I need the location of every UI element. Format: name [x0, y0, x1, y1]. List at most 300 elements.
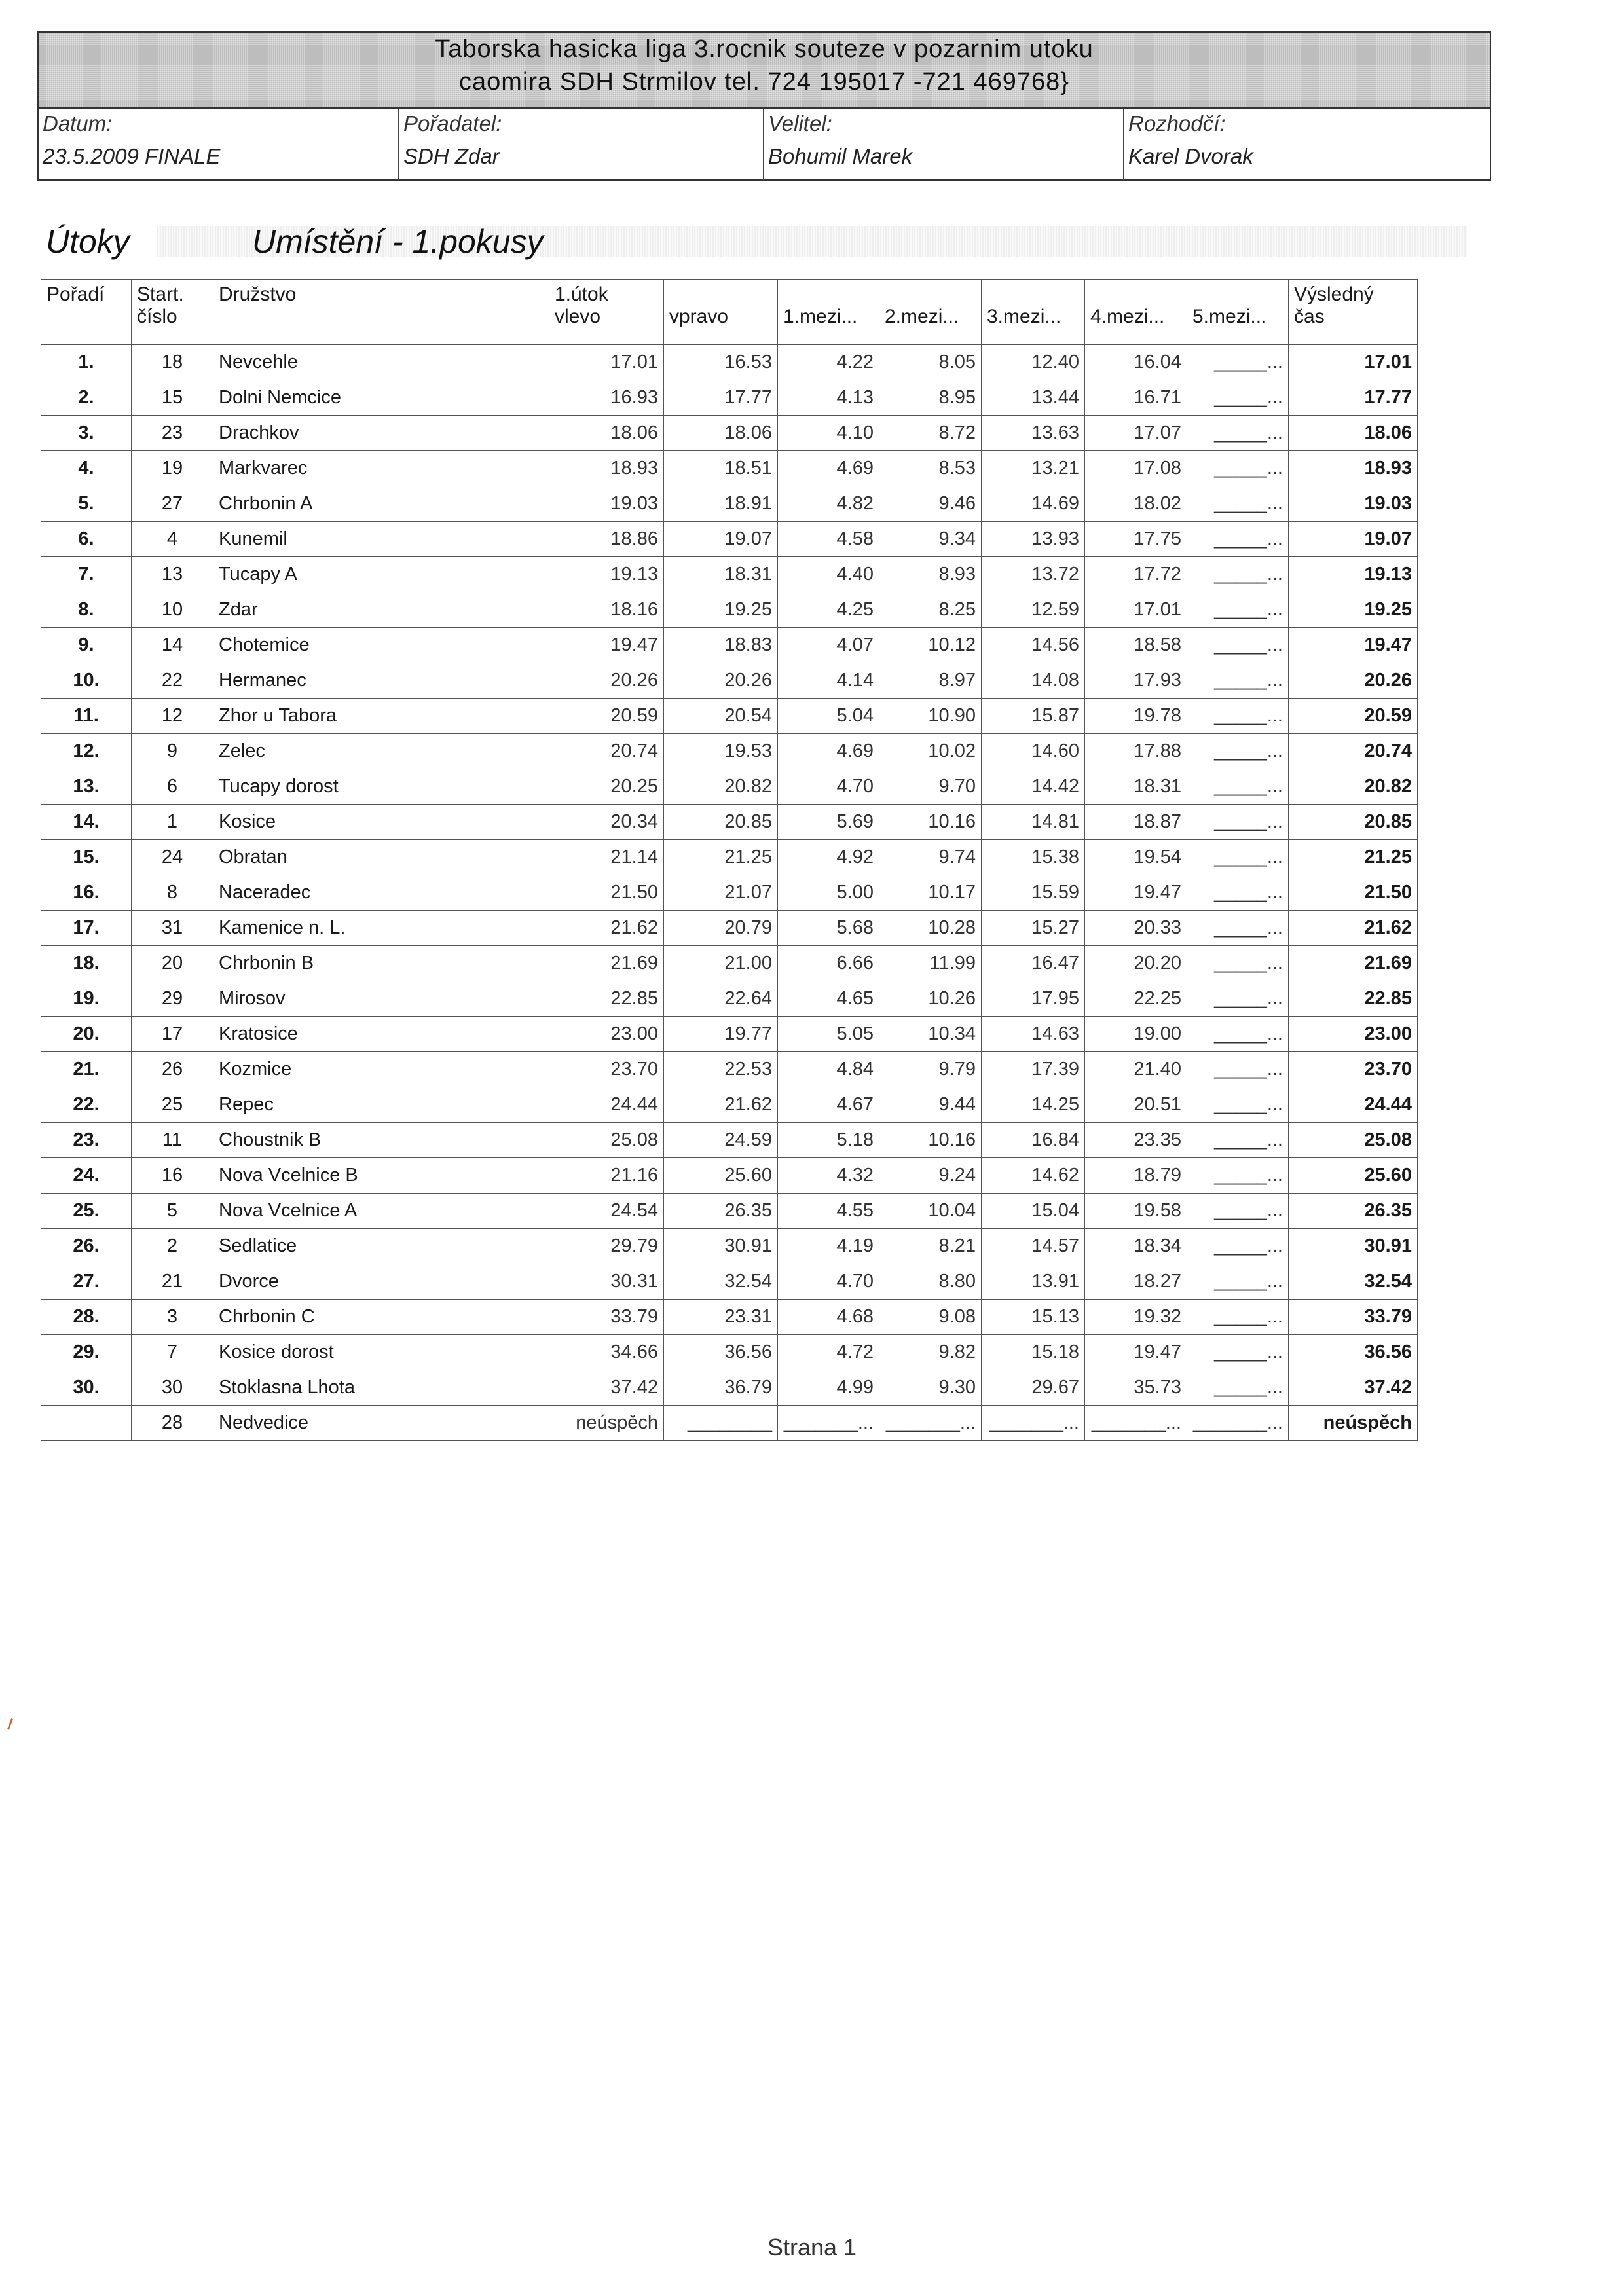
- team-name-cell: Zdar: [213, 592, 549, 628]
- split4-time-cell: 18.87: [1085, 805, 1187, 840]
- split3-time-cell: 13.72: [982, 557, 1085, 592]
- left-attack-time-cell: 18.86: [549, 522, 664, 557]
- split5-time-cell: _____...: [1187, 840, 1289, 875]
- team-name-cell: Tucapy A: [213, 557, 549, 592]
- left-attack-time-cell: 21.69: [549, 946, 664, 981]
- rank-cell: 12.: [41, 734, 132, 769]
- final-time-cell: 19.07: [1289, 522, 1418, 557]
- team-name-cell: Sedlatice: [213, 1229, 549, 1264]
- section-title-utoky: Útoky: [46, 223, 130, 260]
- start-number-cell: 20: [132, 946, 213, 981]
- table-row: [41, 805, 1418, 840]
- left-attack-time-cell: 18.93: [549, 451, 664, 486]
- table-row: [41, 628, 1418, 663]
- final-time-cell: 36.56: [1289, 1335, 1418, 1370]
- split1-time-cell: 4.32: [778, 1158, 879, 1194]
- split3-time-cell: 14.81: [982, 805, 1085, 840]
- start-number-cell: 18: [132, 345, 213, 380]
- left-attack-time-cell: 20.34: [549, 805, 664, 840]
- left-attack-time-cell: 23.00: [549, 1017, 664, 1052]
- split1-time-cell: 4.67: [778, 1087, 879, 1123]
- split2-time-cell: 9.70: [879, 769, 982, 805]
- poradatel-value: SDH Zdar: [403, 144, 500, 168]
- split2-time-cell: 9.44: [879, 1087, 982, 1123]
- split5-time-cell: _____...: [1187, 1052, 1289, 1087]
- split1-time-cell: 4.14: [778, 663, 879, 699]
- right-attack-time-cell: 36.56: [664, 1335, 778, 1370]
- table-row: [41, 1194, 1418, 1229]
- rank-cell: 3.: [41, 416, 132, 451]
- table-row: [41, 1052, 1418, 1087]
- split3-time-cell: 16.47: [982, 946, 1085, 981]
- rank-cell: 2.: [41, 380, 132, 416]
- datum-cell: [39, 109, 398, 181]
- team-name-cell: Kosice: [213, 805, 549, 840]
- table-row: [41, 699, 1418, 734]
- split3-time-cell: 15.38: [982, 840, 1085, 875]
- velitel-cell: [763, 109, 1123, 181]
- right-attack-time-cell: 23.31: [664, 1300, 778, 1335]
- rank-cell: 11.: [41, 699, 132, 734]
- split3-time-cell: 13.21: [982, 451, 1085, 486]
- final-time-cell: 18.06: [1289, 416, 1418, 451]
- start-number-cell: 12: [132, 699, 213, 734]
- split4-time-cell: 19.47: [1085, 875, 1187, 911]
- final-time-cell: 32.54: [1289, 1264, 1418, 1300]
- split2-time-cell: 10.17: [879, 875, 982, 911]
- split4-time-cell: 18.31: [1085, 769, 1187, 805]
- table-row: [41, 1123, 1418, 1158]
- rank-cell: 28.: [41, 1300, 132, 1335]
- split4-time-cell: 17.72: [1085, 557, 1187, 592]
- rank-cell: 14.: [41, 805, 132, 840]
- split5-time-cell: _____...: [1187, 734, 1289, 769]
- split4-time-cell: 21.40: [1085, 1052, 1187, 1087]
- results-body: [41, 345, 1418, 1441]
- header-vysledny-cas: Výsledný čas: [1289, 280, 1418, 345]
- split5-time-cell: _____...: [1187, 416, 1289, 451]
- rank-cell: 7.: [41, 557, 132, 592]
- start-number-cell: 21: [132, 1264, 213, 1300]
- start-number-cell: 14: [132, 628, 213, 663]
- team-name-cell: Nova Vcelnice B: [213, 1158, 549, 1194]
- split2-time-cell: 9.46: [879, 486, 982, 522]
- rank-cell: 21.: [41, 1052, 132, 1087]
- split1-time-cell: 5.00: [778, 875, 879, 911]
- split1-time-cell: 4.10: [778, 416, 879, 451]
- right-attack-time-cell: 18.51: [664, 451, 778, 486]
- split5-time-cell: _____...: [1187, 1158, 1289, 1194]
- split1-time-cell: 4.19: [778, 1229, 879, 1264]
- split2-time-cell: 8.80: [879, 1264, 982, 1300]
- rank-cell: 8.: [41, 592, 132, 628]
- right-attack-time-cell: 18.91: [664, 486, 778, 522]
- left-attack-time-cell: 22.85: [549, 981, 664, 1017]
- header-utok-vlevo: 1.útok vlevo: [549, 280, 664, 345]
- split3-time-cell: 15.27: [982, 911, 1085, 946]
- start-number-cell: 23: [132, 416, 213, 451]
- split3-time-cell: 17.39: [982, 1052, 1085, 1087]
- split5-time-cell: _____...: [1187, 486, 1289, 522]
- split5-time-cell: _____...: [1187, 805, 1289, 840]
- split5-time-cell: _____...: [1187, 345, 1289, 380]
- start-number-cell: 8: [132, 875, 213, 911]
- split2-time-cell: 10.02: [879, 734, 982, 769]
- split2-time-cell: 8.93: [879, 557, 982, 592]
- page-number: Strana 1: [767, 2234, 857, 2261]
- final-time-cell: 21.69: [1289, 946, 1418, 981]
- team-name-cell: Obratan: [213, 840, 549, 875]
- split4-time-cell: 16.71: [1085, 380, 1187, 416]
- rank-cell: 22.: [41, 1087, 132, 1123]
- split2-time-cell: 8.97: [879, 663, 982, 699]
- split4-time-cell: 35.73: [1085, 1370, 1187, 1406]
- split5-time-cell: _____...: [1187, 699, 1289, 734]
- split4-time-cell: 18.58: [1085, 628, 1187, 663]
- split2-time-cell: 9.24: [879, 1158, 982, 1194]
- split2-time-cell: 10.04: [879, 1194, 982, 1229]
- split3-time-cell: 15.04: [982, 1194, 1085, 1229]
- split1-time-cell: 5.68: [778, 911, 879, 946]
- start-number-cell: 30: [132, 1370, 213, 1406]
- left-attack-time-cell: 16.93: [549, 380, 664, 416]
- right-attack-time-cell: 19.53: [664, 734, 778, 769]
- rank-cell: 15.: [41, 840, 132, 875]
- rank-cell: 29.: [41, 1335, 132, 1370]
- split3-time-cell: 17.95: [982, 981, 1085, 1017]
- rozhodci-cell: [1123, 109, 1490, 181]
- split5-time-cell: _____...: [1187, 557, 1289, 592]
- team-name-cell: Zelec: [213, 734, 549, 769]
- split4-time-cell: 23.35: [1085, 1123, 1187, 1158]
- team-name-cell: Stoklasna Lhota: [213, 1370, 549, 1406]
- split2-time-cell: 9.08: [879, 1300, 982, 1335]
- velitel-value: Bohumil Marek: [768, 144, 913, 168]
- split4-time-cell: 17.75: [1085, 522, 1187, 557]
- rank-cell: 13.: [41, 769, 132, 805]
- table-row: [41, 981, 1418, 1017]
- split1-time-cell: 4.55: [778, 1194, 879, 1229]
- final-time-cell: 19.25: [1289, 592, 1418, 628]
- split1-time-cell: 5.05: [778, 1017, 879, 1052]
- split3-time-cell: 15.59: [982, 875, 1085, 911]
- table-row: [41, 734, 1418, 769]
- split2-time-cell: 8.05: [879, 345, 982, 380]
- rank-cell: 24.: [41, 1158, 132, 1194]
- header-mezi1: 1.mezi...: [778, 280, 879, 345]
- split5-time-cell: _____...: [1187, 1087, 1289, 1123]
- rank-cell: 9.: [41, 628, 132, 663]
- velitel-label: Velitel:: [768, 111, 832, 136]
- right-attack-time-cell: 18.06: [664, 416, 778, 451]
- table-row: [41, 451, 1418, 486]
- final-time-cell: 20.85: [1289, 805, 1418, 840]
- split5-time-cell: _____...: [1187, 1229, 1289, 1264]
- left-attack-time-cell: 20.26: [549, 663, 664, 699]
- split5-time-cell: _____...: [1187, 981, 1289, 1017]
- right-attack-time-cell: 21.62: [664, 1087, 778, 1123]
- final-time-cell: 21.50: [1289, 875, 1418, 911]
- split1-time-cell: 4.84: [778, 1052, 879, 1087]
- split4-time-cell: 19.00: [1085, 1017, 1187, 1052]
- split5-time-cell: _____...: [1187, 451, 1289, 486]
- rank-cell: 20.: [41, 1017, 132, 1052]
- left-attack-time-cell: 19.47: [549, 628, 664, 663]
- start-number-cell: 3: [132, 1300, 213, 1335]
- rank-cell: 19.: [41, 981, 132, 1017]
- split3-time-cell: 13.91: [982, 1264, 1085, 1300]
- final-time-cell: 23.00: [1289, 1017, 1418, 1052]
- rank-cell: 1.: [41, 345, 132, 380]
- split2-time-cell: 10.16: [879, 805, 982, 840]
- split1-time-cell: 4.99: [778, 1370, 879, 1406]
- final-time-cell: 19.13: [1289, 557, 1418, 592]
- split1-time-cell: 4.25: [778, 592, 879, 628]
- results-table: [41, 279, 1418, 1441]
- rank-cell: 6.: [41, 522, 132, 557]
- header-mezi4: 4.mezi...: [1085, 280, 1187, 345]
- table-row: [41, 1370, 1418, 1406]
- split4-time-cell: 17.93: [1085, 663, 1187, 699]
- left-attack-time-cell: 25.08: [549, 1123, 664, 1158]
- start-number-cell: 29: [132, 981, 213, 1017]
- left-attack-time-cell: 20.59: [549, 699, 664, 734]
- split3-time-cell: 14.63: [982, 1017, 1085, 1052]
- final-time-cell: 17.01: [1289, 345, 1418, 380]
- rank-cell: 16.: [41, 875, 132, 911]
- final-time-cell: 25.08: [1289, 1123, 1418, 1158]
- right-attack-time-cell: 20.82: [664, 769, 778, 805]
- split2-time-cell: 10.26: [879, 981, 982, 1017]
- split2-time-cell: _______...: [879, 1406, 982, 1441]
- rank-cell: 27.: [41, 1264, 132, 1300]
- start-number-cell: 19: [132, 451, 213, 486]
- split4-time-cell: 19.54: [1085, 840, 1187, 875]
- header-druzstvo: Družstvo: [213, 280, 549, 345]
- right-attack-time-cell: 26.35: [664, 1194, 778, 1229]
- split2-time-cell: 10.90: [879, 699, 982, 734]
- right-attack-time-cell: 22.64: [664, 981, 778, 1017]
- left-attack-time-cell: 19.03: [549, 486, 664, 522]
- split2-time-cell: 9.74: [879, 840, 982, 875]
- table-row: [41, 416, 1418, 451]
- split2-time-cell: 9.79: [879, 1052, 982, 1087]
- table-row: [41, 1300, 1418, 1335]
- table-row: [41, 946, 1418, 981]
- team-name-cell: Chrbonin C: [213, 1300, 549, 1335]
- start-number-cell: 27: [132, 486, 213, 522]
- right-attack-time-cell: 19.77: [664, 1017, 778, 1052]
- margin-pen-mark: [7, 1718, 17, 1731]
- split3-time-cell: 14.08: [982, 663, 1085, 699]
- left-attack-time-cell: 23.70: [549, 1052, 664, 1087]
- table-row: [41, 486, 1418, 522]
- split4-time-cell: 17.88: [1085, 734, 1187, 769]
- team-name-cell: Nedvedice: [213, 1406, 549, 1441]
- split3-time-cell: 14.25: [982, 1087, 1085, 1123]
- left-attack-time-cell: 30.31: [549, 1264, 664, 1300]
- final-time-cell: neúspěch: [1289, 1406, 1418, 1441]
- split1-time-cell: 4.58: [778, 522, 879, 557]
- start-number-cell: 2: [132, 1229, 213, 1264]
- split3-time-cell: 14.57: [982, 1229, 1085, 1264]
- team-name-cell: Kozmice: [213, 1052, 549, 1087]
- split1-time-cell: 4.13: [778, 380, 879, 416]
- split5-time-cell: _____...: [1187, 1300, 1289, 1335]
- right-attack-time-cell: 20.54: [664, 699, 778, 734]
- split1-time-cell: 4.82: [778, 486, 879, 522]
- split5-time-cell: _____...: [1187, 1335, 1289, 1370]
- split5-time-cell: _____...: [1187, 1194, 1289, 1229]
- header-vpravo: vpravo: [664, 280, 778, 345]
- split5-time-cell: _______...: [1187, 1406, 1289, 1441]
- split1-time-cell: 4.70: [778, 769, 879, 805]
- final-time-cell: 37.42: [1289, 1370, 1418, 1406]
- table-row: [41, 380, 1418, 416]
- rank-cell: 10.: [41, 663, 132, 699]
- left-attack-time-cell: 21.16: [549, 1158, 664, 1194]
- left-attack-time-cell: neúspěch: [549, 1406, 664, 1441]
- right-attack-time-cell: 20.85: [664, 805, 778, 840]
- split3-time-cell: 13.63: [982, 416, 1085, 451]
- rozhodci-label: Rozhodčí:: [1128, 111, 1226, 136]
- right-attack-time-cell: 20.26: [664, 663, 778, 699]
- split2-time-cell: 8.53: [879, 451, 982, 486]
- start-number-cell: 28: [132, 1406, 213, 1441]
- left-attack-time-cell: 24.44: [549, 1087, 664, 1123]
- split2-time-cell: 9.34: [879, 522, 982, 557]
- split5-time-cell: _____...: [1187, 628, 1289, 663]
- team-name-cell: Nevcehle: [213, 345, 549, 380]
- left-attack-time-cell: 17.01: [549, 345, 664, 380]
- start-number-cell: 7: [132, 1335, 213, 1370]
- banner-title-line2: caomira SDH Strmilov tel. 724 195017 -721 469768}: [459, 68, 1069, 96]
- banner-title-line1: Taborska hasicka liga 3.rocnik souteze v pozarnim utoku: [435, 35, 1094, 63]
- right-attack-time-cell: 30.91: [664, 1229, 778, 1264]
- header-start-cislo: Start. číslo: [132, 280, 213, 345]
- team-name-cell: Zhor u Tabora: [213, 699, 549, 734]
- split1-time-cell: 5.18: [778, 1123, 879, 1158]
- left-attack-time-cell: 34.66: [549, 1335, 664, 1370]
- right-attack-time-cell: 19.07: [664, 522, 778, 557]
- split1-time-cell: 4.65: [778, 981, 879, 1017]
- left-attack-time-cell: 20.74: [549, 734, 664, 769]
- split1-time-cell: 4.92: [778, 840, 879, 875]
- rank-cell: [41, 1406, 132, 1441]
- team-name-cell: Repec: [213, 1087, 549, 1123]
- start-number-cell: 13: [132, 557, 213, 592]
- split4-time-cell: 17.07: [1085, 416, 1187, 451]
- right-attack-time-cell: ________: [664, 1406, 778, 1441]
- rank-cell: 18.: [41, 946, 132, 981]
- table-row: [41, 1229, 1418, 1264]
- team-name-cell: Dvorce: [213, 1264, 549, 1300]
- poradatel-label: Pořadatel:: [403, 111, 502, 136]
- split3-time-cell: 14.69: [982, 486, 1085, 522]
- final-time-cell: 18.93: [1289, 451, 1418, 486]
- split4-time-cell: 22.25: [1085, 981, 1187, 1017]
- split4-time-cell: 18.34: [1085, 1229, 1187, 1264]
- final-time-cell: 33.79: [1289, 1300, 1418, 1335]
- team-name-cell: Tucapy dorost: [213, 769, 549, 805]
- final-time-cell: 20.26: [1289, 663, 1418, 699]
- split3-time-cell: 13.93: [982, 522, 1085, 557]
- start-number-cell: 24: [132, 840, 213, 875]
- right-attack-time-cell: 19.25: [664, 592, 778, 628]
- split1-time-cell: 4.72: [778, 1335, 879, 1370]
- team-name-cell: Mirosov: [213, 981, 549, 1017]
- split5-time-cell: _____...: [1187, 1264, 1289, 1300]
- right-attack-time-cell: 16.53: [664, 345, 778, 380]
- split4-time-cell: 17.01: [1085, 592, 1187, 628]
- left-attack-time-cell: 24.54: [549, 1194, 664, 1229]
- table-row: [41, 522, 1418, 557]
- split4-time-cell: 18.02: [1085, 486, 1187, 522]
- split3-time-cell: 14.56: [982, 628, 1085, 663]
- split1-time-cell: 5.04: [778, 699, 879, 734]
- team-name-cell: Chrbonin A: [213, 486, 549, 522]
- split3-time-cell: 14.62: [982, 1158, 1085, 1194]
- team-name-cell: Chrbonin B: [213, 946, 549, 981]
- split1-time-cell: 4.70: [778, 1264, 879, 1300]
- table-row-failed: [41, 1406, 1418, 1441]
- split3-time-cell: 16.84: [982, 1123, 1085, 1158]
- right-attack-time-cell: 36.79: [664, 1370, 778, 1406]
- section-title-umisteni: Umístění - 1.pokusy: [252, 223, 544, 260]
- split2-time-cell: 11.99: [879, 946, 982, 981]
- right-attack-time-cell: 21.25: [664, 840, 778, 875]
- left-attack-time-cell: 20.25: [549, 769, 664, 805]
- left-attack-time-cell: 18.16: [549, 592, 664, 628]
- start-number-cell: 9: [132, 734, 213, 769]
- team-name-cell: Dolni Nemcice: [213, 380, 549, 416]
- rank-cell: 30.: [41, 1370, 132, 1406]
- final-time-cell: 19.47: [1289, 628, 1418, 663]
- left-attack-time-cell: 21.50: [549, 875, 664, 911]
- split3-time-cell: 15.13: [982, 1300, 1085, 1335]
- start-number-cell: 22: [132, 663, 213, 699]
- split3-time-cell: 12.59: [982, 592, 1085, 628]
- header-mezi3: 3.mezi...: [982, 280, 1085, 345]
- header-box: [37, 31, 1491, 181]
- split2-time-cell: 8.21: [879, 1229, 982, 1264]
- table-row: [41, 345, 1418, 380]
- start-number-cell: 11: [132, 1123, 213, 1158]
- title-banner: [39, 33, 1490, 109]
- header-mezi5: 5.mezi...: [1187, 280, 1289, 345]
- split3-time-cell: 14.42: [982, 769, 1085, 805]
- split5-time-cell: _____...: [1187, 663, 1289, 699]
- left-attack-time-cell: 21.62: [549, 911, 664, 946]
- final-time-cell: 20.74: [1289, 734, 1418, 769]
- split1-time-cell: 4.07: [778, 628, 879, 663]
- split4-time-cell: 18.27: [1085, 1264, 1187, 1300]
- split3-time-cell: 13.44: [982, 380, 1085, 416]
- table-row: [41, 840, 1418, 875]
- split4-time-cell: 19.47: [1085, 1335, 1187, 1370]
- team-name-cell: Kosice dorost: [213, 1335, 549, 1370]
- start-number-cell: 5: [132, 1194, 213, 1229]
- start-number-cell: 4: [132, 522, 213, 557]
- split5-time-cell: _____...: [1187, 1017, 1289, 1052]
- rank-cell: 26.: [41, 1229, 132, 1264]
- split1-time-cell: 4.68: [778, 1300, 879, 1335]
- final-time-cell: 17.77: [1289, 380, 1418, 416]
- split2-time-cell: 8.95: [879, 380, 982, 416]
- left-attack-time-cell: 19.13: [549, 557, 664, 592]
- team-name-cell: Kunemil: [213, 522, 549, 557]
- split5-time-cell: _____...: [1187, 769, 1289, 805]
